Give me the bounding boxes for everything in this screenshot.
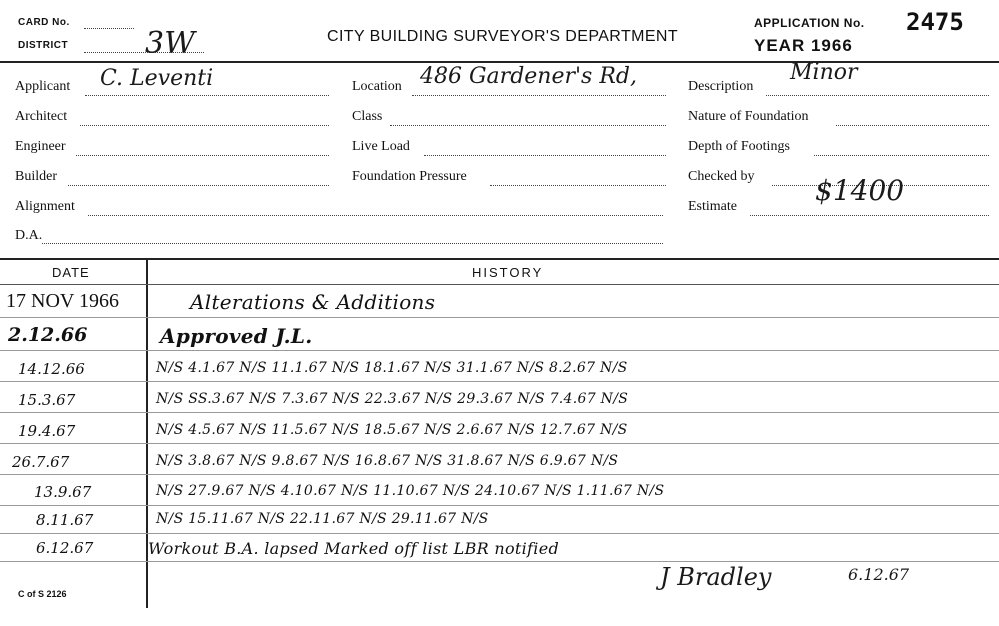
- location-value: 486 Gardener's Rd,: [420, 64, 637, 89]
- signature-date: 6.12.67: [848, 565, 910, 584]
- estimate-label: Estimate: [688, 199, 737, 214]
- history-entry: Alterations & Additions: [190, 290, 436, 314]
- application-number: 2475: [906, 8, 964, 36]
- applicant-value: C. Leventi: [100, 66, 214, 91]
- year-label: YEAR 1966: [754, 36, 853, 55]
- applicant-line: [85, 95, 329, 96]
- history-date: 26.7.67: [12, 453, 70, 471]
- alignment-line: [88, 215, 663, 216]
- history-entry: Approved J.L.: [160, 324, 313, 348]
- history-header-divider: [0, 284, 999, 285]
- form-code: C of S 2126: [18, 589, 67, 599]
- builder-line: [68, 185, 329, 186]
- estimate-line: [750, 215, 989, 216]
- history-top-border: [0, 258, 999, 260]
- depth-line: [814, 155, 989, 156]
- card-no-label: CARD No.: [18, 17, 70, 28]
- architect-label: Architect: [15, 109, 68, 124]
- row-rule: [0, 412, 999, 413]
- row-rule: [0, 317, 999, 318]
- history-entry: N/S 15.11.67 N/S 22.11.67 N/S 29.11.67 N/S: [156, 511, 489, 527]
- row-rule: [0, 505, 999, 506]
- history-date-stamp: 17 NOV 1966: [6, 290, 119, 312]
- depth-of-footings-label: Depth of Footings: [688, 139, 790, 154]
- description-label: Description: [688, 79, 754, 94]
- row-rule: [0, 561, 999, 562]
- history-date: 2.12.66: [8, 324, 88, 346]
- class-line: [390, 125, 666, 126]
- history-date: 19.4.67: [18, 422, 76, 440]
- row-rule: [0, 381, 999, 382]
- description-value: Minor: [790, 60, 858, 85]
- history-date: 15.3.67: [18, 391, 76, 409]
- row-rule: [0, 474, 999, 475]
- date-header: DATE: [52, 265, 90, 280]
- live-load-label: Live Load: [352, 139, 410, 154]
- row-rule: [0, 533, 999, 534]
- engineer-label: Engineer: [15, 139, 66, 154]
- description-line: [766, 95, 989, 96]
- history-date: 6.12.67: [36, 539, 94, 557]
- history-entry: N/S 4.5.67 N/S 11.5.67 N/S 18.5.67 N/S 2.6.67 N/S 12.7.67 N/S: [156, 422, 628, 438]
- da-line: [42, 243, 663, 244]
- alignment-label: Alignment: [15, 199, 75, 214]
- foundation-pressure-line: [490, 185, 666, 186]
- checked-by-label: Checked by: [688, 169, 755, 184]
- estimate-value: $1400: [815, 174, 905, 207]
- row-rule: [0, 443, 999, 444]
- applicant-label: Applicant: [15, 79, 71, 94]
- location-line: [412, 95, 666, 96]
- history-date: 13.9.67: [34, 483, 92, 501]
- row-rule: [0, 350, 999, 351]
- architect-line: [80, 125, 329, 126]
- page-title: CITY BUILDING SURVEYOR'S DEPARTMENT: [327, 28, 679, 45]
- builder-label: Builder: [15, 169, 57, 184]
- card-no-line: [84, 28, 134, 29]
- history-date: 14.12.66: [18, 360, 85, 378]
- engineer-line: [76, 155, 329, 156]
- foundation-pressure-label: Foundation Pressure: [352, 169, 467, 184]
- history-header: HISTORY: [472, 265, 544, 280]
- history-entry: N/S 3.8.67 N/S 9.8.67 N/S 16.8.67 N/S 31.8.67 N/S 6.9.67 N/S: [156, 453, 619, 469]
- history-entry: N/S SS.3.67 N/S 7.3.67 N/S 22.3.67 N/S 29.3.67 N/S 7.4.67 N/S: [156, 391, 629, 407]
- da-label: D.A.: [15, 228, 43, 243]
- nature-line: [836, 125, 989, 126]
- history-date: 8.11.67: [36, 511, 94, 529]
- history-entry: Workout B.A. lapsed Marked off list LBR notified: [148, 539, 560, 558]
- application-label: APPLICATION No.: [754, 16, 865, 30]
- district-label: DISTRICT: [18, 40, 69, 51]
- nature-of-foundation-label: Nature of Foundation: [688, 109, 809, 124]
- district-value: 3W: [145, 26, 195, 61]
- signature: J Bradley: [660, 563, 772, 591]
- live-load-line: [424, 155, 666, 156]
- history-entry: N/S 4.1.67 N/S 11.1.67 N/S 18.1.67 N/S 31.1.67 N/S 8.2.67 N/S: [156, 360, 628, 376]
- class-label: Class: [352, 109, 383, 124]
- history-entry: N/S 27.9.67 N/S 4.10.67 N/S 11.10.67 N/S 24.10.67 N/S 1.11.67 N/S: [156, 483, 665, 499]
- location-label: Location: [352, 79, 402, 94]
